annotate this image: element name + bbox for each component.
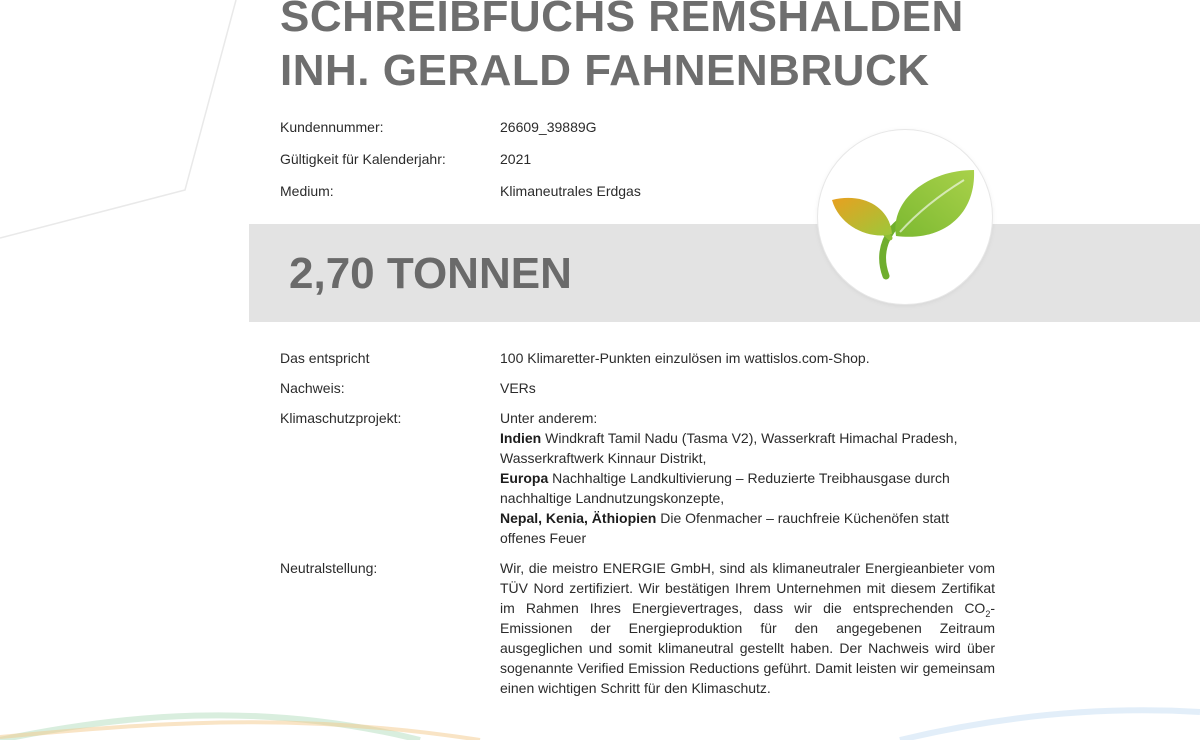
neutral-text-part2: -Emissionen der Energieproduktion für den angegebenen Zeitraum ausgeglichen und somit klimaneutral gestellt haben. Der Nachweis wird über sogenannte Verified Emission Reductions geführt. Damit leisten wir gemeinsam einen wichtigen Schritt für den Klimaschutz. — [500, 600, 995, 696]
project-text: Windkraft Tamil Nadu (Tasma V2), Wasserkraft Himachal Pradesh, Wasserkraftwerk Kinnaur Distrikt, — [500, 430, 958, 466]
leaf-icon — [818, 130, 992, 304]
detail-row-project — [280, 408, 1000, 548]
leaf-badge — [818, 130, 992, 304]
detail-row-equivalent — [280, 348, 1000, 368]
project-country: Indien — [500, 430, 542, 446]
detail-value: VERs — [500, 380, 536, 396]
info-row-customer-number — [280, 119, 880, 135]
project-text: Die Ofenmacher – rauchfreie Küchenöfen statt offenes Feuer — [500, 510, 949, 546]
info-label: Gültigkeit für Kalenderjahr: — [280, 151, 446, 167]
info-row-medium — [280, 183, 880, 199]
detail-label: Nachweis: — [280, 380, 345, 396]
company-name-line2: INH. GERALD FAHNENBRUCK — [280, 46, 930, 95]
info-value: 2021 — [500, 151, 532, 167]
project-intro: Unter anderem: — [500, 410, 598, 426]
company-name — [280, 0, 964, 98]
company-name-line1: SCHREIBFUCHS REMSHALDEN — [280, 0, 964, 41]
info-label: Kundennummer: — [280, 119, 384, 135]
detail-value: 100 Klimaretter-Punkten einzulösen im wattislos.com-Shop. — [500, 350, 870, 366]
project-item-europe — [500, 468, 995, 508]
project-country: Nepal, Kenia, Äthiopien — [500, 510, 657, 526]
info-label: Medium: — [280, 183, 334, 199]
info-value: 26609_39889G — [500, 119, 597, 135]
detail-row-neutralization — [280, 558, 1000, 698]
info-value: Klimaneutrales Erdgas — [500, 183, 641, 199]
detail-label: Klimaschutzprojekt: — [280, 410, 402, 426]
neutral-text-part1: Wir, die meistro ENERGIE GmbH, sind als klimaneutraler Energieanbieter vom TÜV Nord zertifiziert. Wir bestätigen Ihrem Unternehmen mit diesem Zertifikat im Rahmen Ihres Energievertrages, dass wir die entsprechenden CO — [500, 560, 995, 616]
project-item-africa-asia — [500, 508, 995, 548]
detail-label: Das entspricht — [280, 350, 370, 366]
project-item-india — [500, 428, 995, 468]
detail-value — [500, 408, 995, 548]
certificate-details — [280, 348, 1000, 708]
detail-value — [500, 558, 995, 698]
co2-subscript: 2 — [985, 608, 991, 619]
project-text: Nachhaltige Landkultivierung – Reduzierte Treibhausgase durch nachhaltige Landnutzungskonzepte, — [500, 470, 950, 506]
info-row-validity-year — [280, 151, 880, 167]
co2-amount: 2,70 TONNEN — [289, 249, 572, 298]
customer-info — [280, 119, 880, 215]
detail-row-proof — [280, 378, 1000, 398]
project-country: Europa — [500, 470, 549, 486]
detail-label: Neutralstellung: — [280, 560, 378, 576]
